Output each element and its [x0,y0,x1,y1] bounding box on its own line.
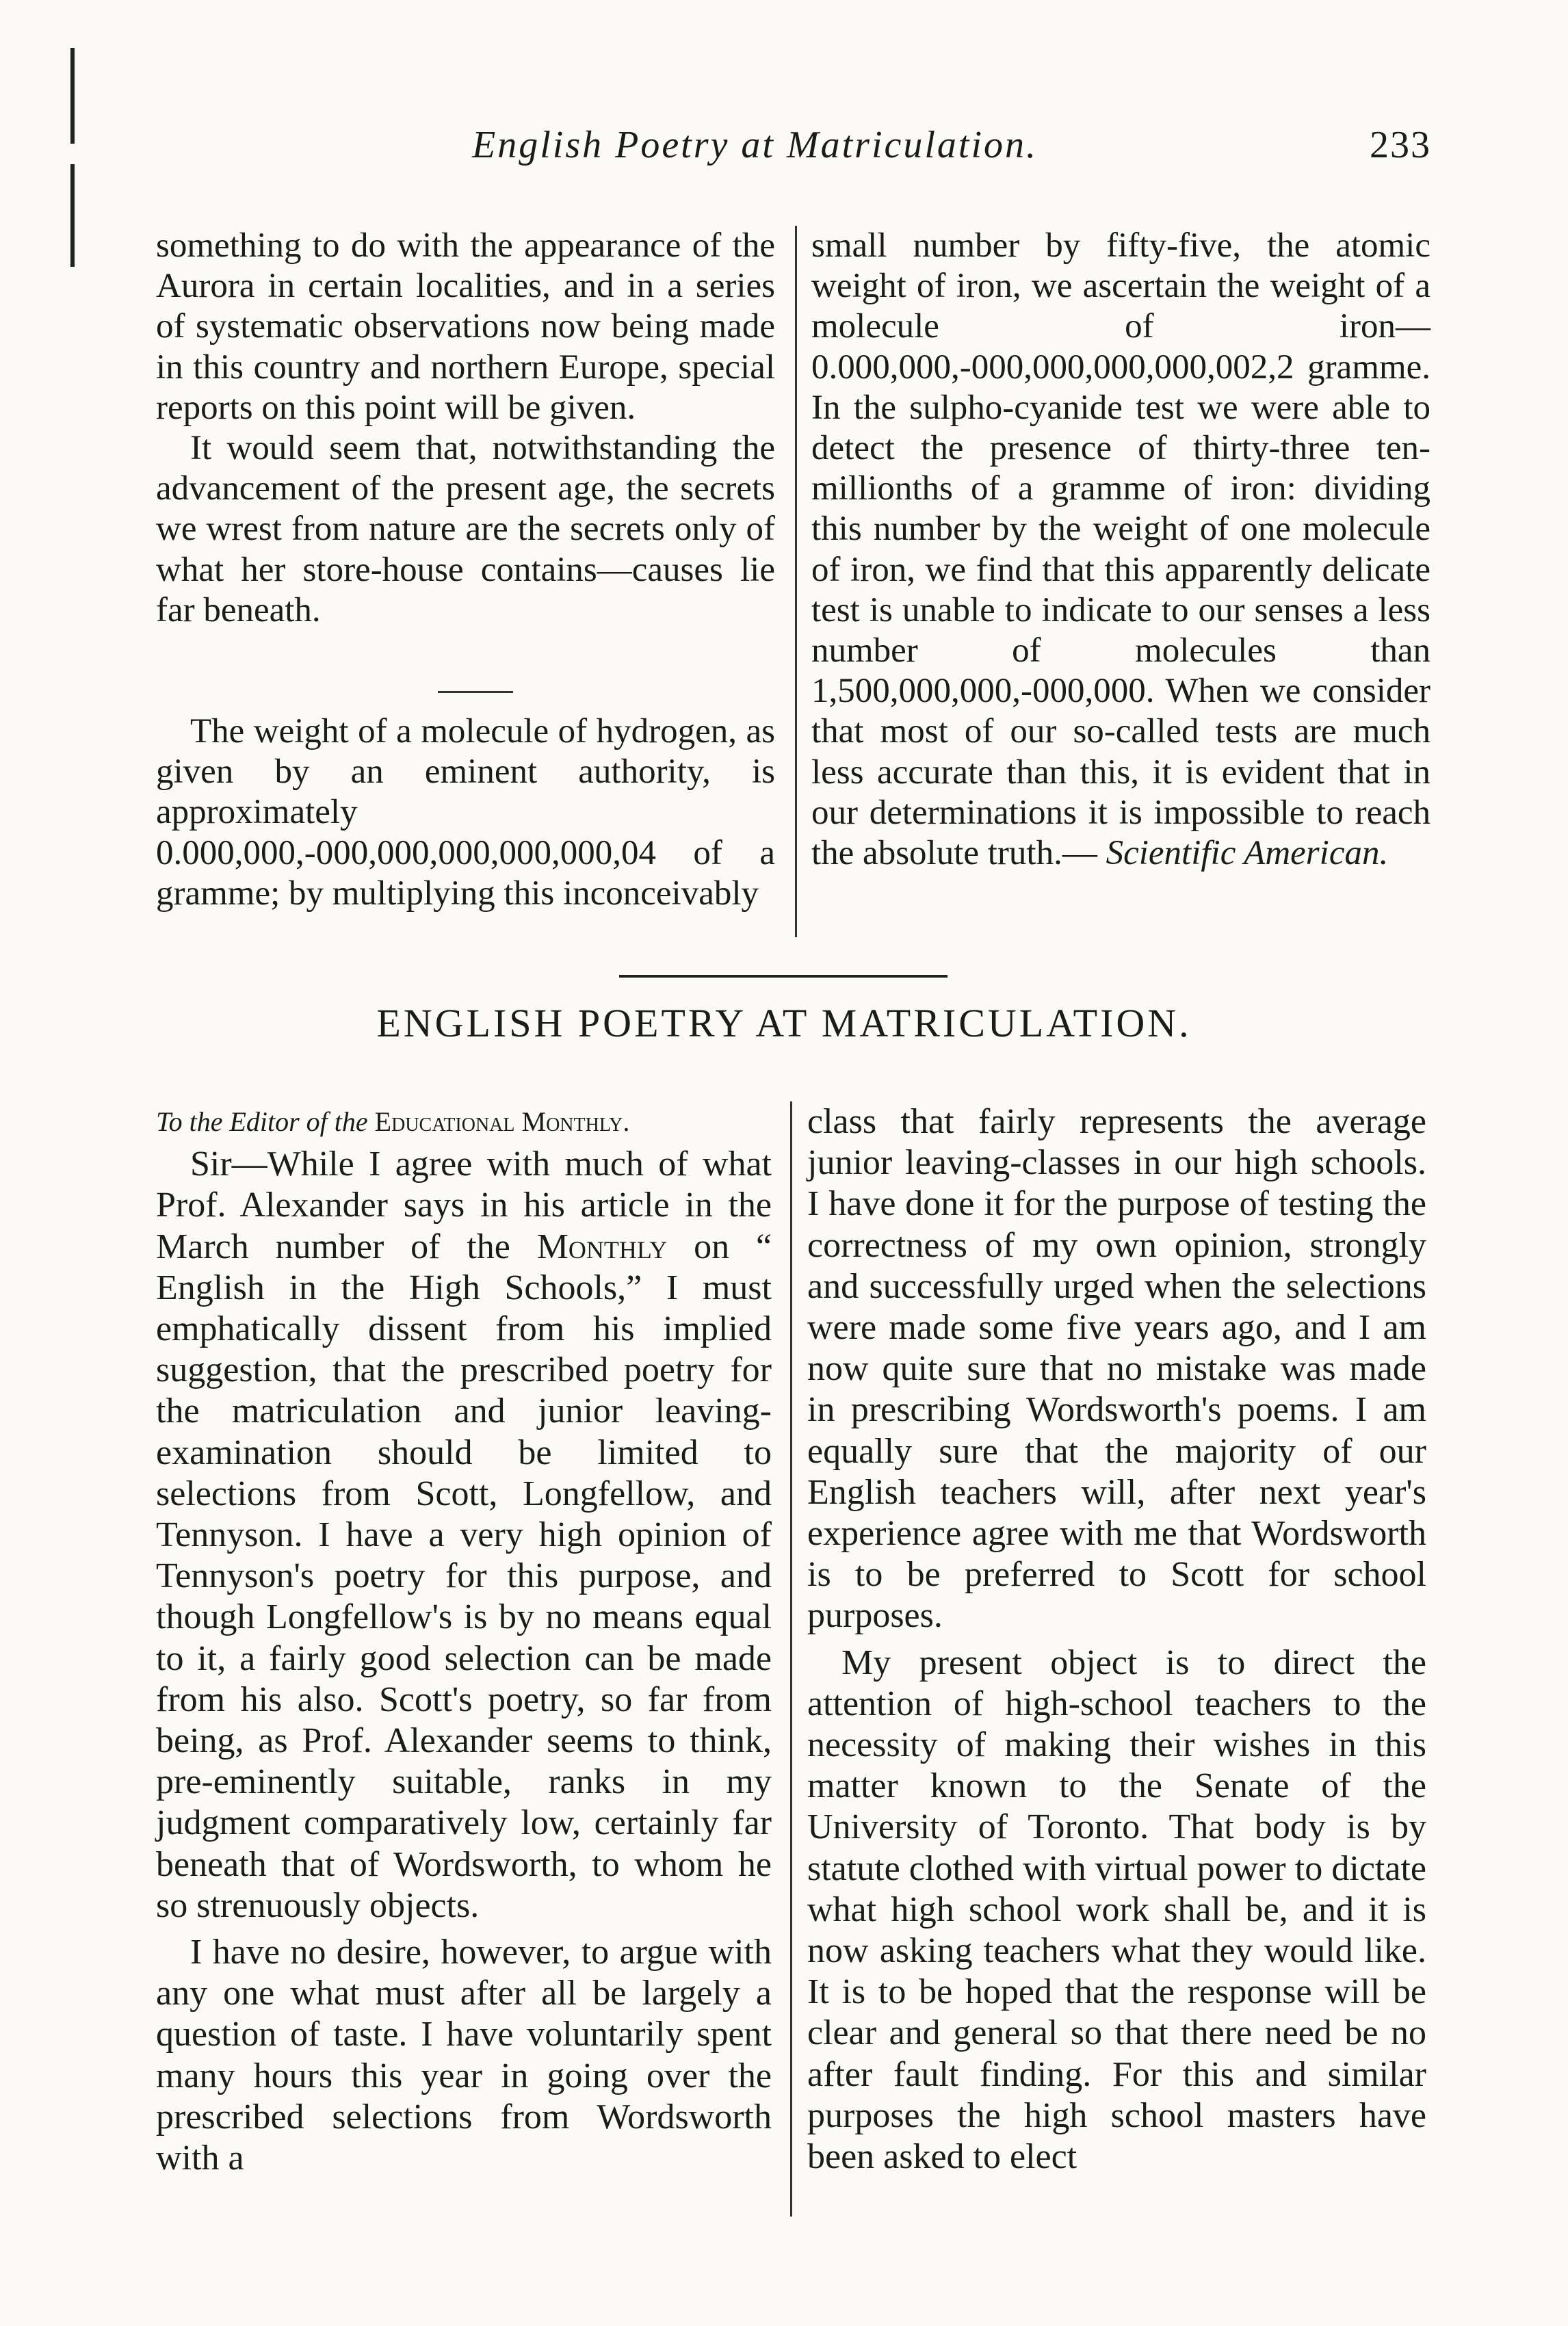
paragraph: class that fairly represents the average junior leaving-classes in our high schools. I have done it for the purpose of testing the correctness of my own opinion, strongly and successfully urged when the selections were made some five years ago, and I am now quite sure that no mistake was made in prescribing Wordsworth's poems. I am equally sure that the majority of our English teachers will, after next year's experience agree with me that Wordsworth is to be preferred to Scott for school purposes. [807,1102,1426,1636]
paragraph: The weight of a molecule of hydrogen, as given by an eminent authority, is approximately 0.000,000,-000,000,000,000,000,04 of a gramme; by multiplying this inconceivably [156,712,775,913]
paragraph-text: Sir—While I agree with much of what Prof. Alexander says in his article in the March number of the [156,1145,772,1266]
article-title: ENGLISH POETRY AT MATRICULATION. [376,1001,1192,1045]
running-head [157,123,1431,178]
column-rule-bottom [790,1101,792,2217]
paragraph: It would seem that, notwithstanding the advancement of the present age, the secrets we wrest from nature are the secrets only of what her store-house contains—causes lie far beneath. [156,429,775,629]
page-number: 233 [1370,124,1431,166]
paragraph-text: on “ English in the High Schools,” I must emphatically dissent from his implied suggestion, that the prescribed poetry for the matriculation and junior leaving-examination should be limited to selections from Scott, Longfellow, and Tennyson. I have a very high opinion of Tennyson's poetry for this purpose, and though Longfellow's is by no means equal to it, a fairly good selection can be made from his also. Scott's poetry, so far from being, as Prof. Alexander seems to think, pre-eminently suitable, ranks in my judgment comparatively low, certainly far beneath that of Wordsworth, to whom he so strenuously objects. [156,1227,772,1925]
journal-name-inline: Monthly [536,1227,668,1266]
column-top-right [811,226,1430,874]
source-attribution: Scientific American. [1106,834,1389,873]
section-break-rule [438,691,513,693]
column-bottom-right [807,1101,1426,2178]
paragraph: I have no desire, however, to argue with any one what must after all be largely a question of taste. I have voluntarily spent many hours this year in going over the prescribed selections from Wordsworth with a [156,1933,772,2178]
salutation [156,1101,772,1142]
salutation-prefix: To the Editor of the [156,1106,368,1137]
margin-rule-lower [70,164,75,267]
paragraph-text: small number by fifty-five, the atomic weight of iron, we ascertain the weight of a molecule of iron—0.000,000,-000,000,000,000,002,2 gramme. In the sulpho-cyanide test we were able to detect the presence of thirty-three ten-millionths of a gramme of iron: dividing this number by the weight of one molecule of iron, we find that this apparently delicate test is unable to indicate to our senses a less number of molecules than 1,500,000,000,-000,000. When we consider that most of our so-called tests are much less accurate than this, it is evident that in our determinations it is impossible to reach the absolute truth.— [811,226,1430,873]
margin-rule-upper [70,48,75,144]
paragraph [811,226,1430,874]
column-rule-top [795,226,797,937]
paragraph: something to do with the appearance of the Aurora in certain localities, and in a series of systematic observations now being made in this country and northern Europe, special reports on this point will be given. [156,226,775,427]
column-top-left [156,226,775,914]
running-title: English Poetry at Matriculation. [472,124,1038,166]
paragraph [156,1144,772,1926]
journal-name: Educational Monthly. [374,1106,630,1137]
paragraph: My present object is to direct the attention of high-school teachers to the necessity of making their wishes in this matter known to the Senate of the University of Toronto. That body is by statute clothed with virtual power to dictate what high school work shall be, and it is now asking teachers what they would like. It is to be hoped that the response will be clear and general so that there need be no after fault finding. For this and similar purposes the high school masters have been asked to elect [807,1643,1426,2177]
article-divider-rule [619,975,948,978]
column-bottom-left [156,1101,772,2179]
